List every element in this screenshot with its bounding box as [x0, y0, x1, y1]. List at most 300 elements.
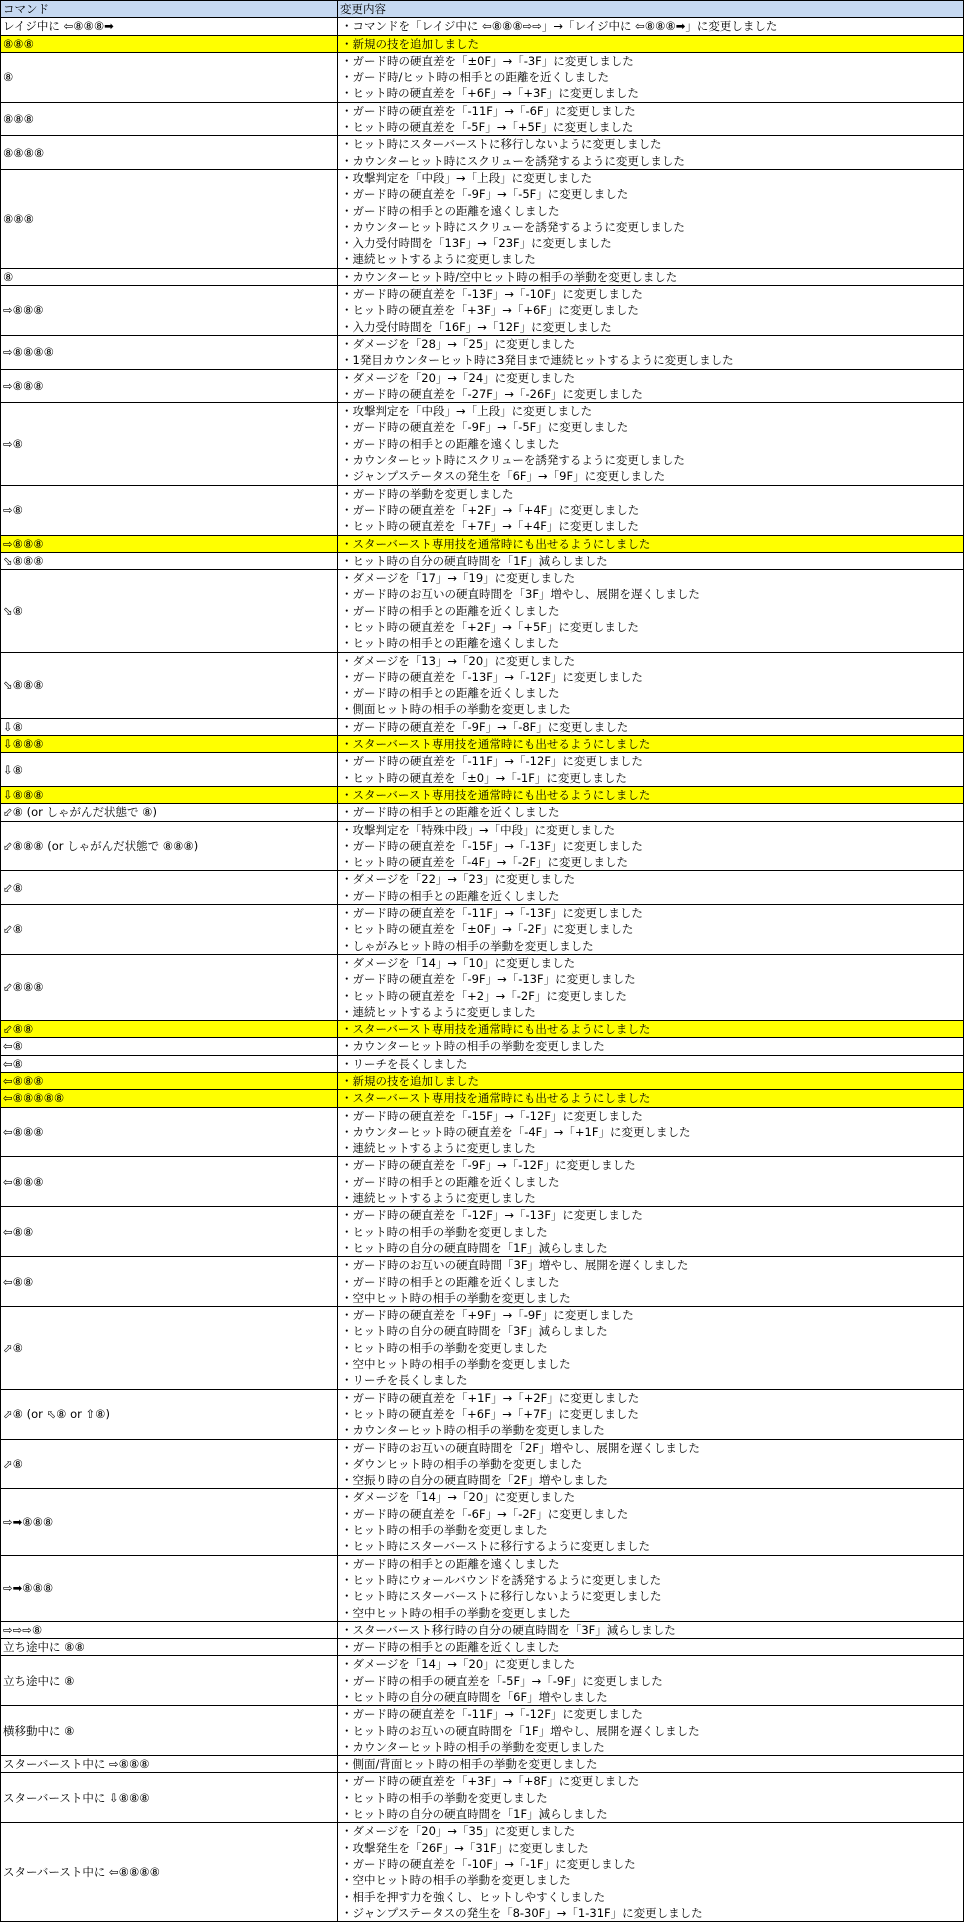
change-line: ・ダメージを「28」→「25」に変更しました: [341, 336, 576, 351]
command-cell[interactable]: [1, 136, 338, 170]
table-row: [1, 35, 964, 52]
table-row: [1, 1389, 964, 1439]
changes-cell[interactable]: [338, 52, 964, 102]
table-row: [1, 1207, 964, 1257]
command-cell[interactable]: [1, 905, 338, 955]
table-row: [1, 821, 964, 871]
table-row: [1, 335, 964, 369]
change-line: ・ガード時の相手との距離を近くしました: [341, 1274, 560, 1289]
change-line: ・ガード時の硬直差を「-9F」→「-5F」に変更しました: [341, 420, 629, 435]
command-cell[interactable]: [1, 1555, 338, 1621]
command-text: スターバースト中に ⇨⑧⑧⑧: [3, 1757, 150, 1772]
command-text: ⇨➡⑧⑧⑧: [3, 1514, 54, 1529]
change-line: ・ガード時の相手との距離を近くしました: [341, 603, 560, 618]
changes-cell[interactable]: [338, 1756, 964, 1773]
command-cell[interactable]: [1, 369, 338, 403]
command-text: ⬃⑧: [3, 880, 23, 895]
command-cell[interactable]: [1, 1307, 338, 1389]
change-line: ・ガード時の硬直差を「+1F」→「+2F」に変更しました: [341, 1390, 640, 1405]
change-line: ・空中ヒット時の相手の挙動を変更しました: [341, 1357, 571, 1372]
change-line: ・ジャンプステータスの発生を「6F」→「9F」に変更しました: [341, 469, 666, 484]
table-row: [1, 18, 964, 35]
command-text: ⬃⑧⑧⑧ (or しゃがんだ状態で ⑧⑧⑧): [3, 838, 199, 853]
change-line: ・ガード時の硬直差を「-9F」→「-5F」に変更しました: [341, 187, 629, 202]
table-row: [1, 102, 964, 136]
changes-cell[interactable]: [338, 1621, 964, 1638]
command-cell[interactable]: [1, 753, 338, 787]
table-row: [1, 1756, 964, 1773]
changes-cell[interactable]: [338, 1038, 964, 1055]
command-cell[interactable]: [1, 1207, 338, 1257]
change-line: ・側面/背面ヒット時の相手の挙動を変更しました: [341, 1757, 598, 1772]
change-line: ・カウンターヒット時の相手の挙動を変更しました: [341, 1039, 605, 1054]
table-row: [1, 652, 964, 718]
table-row: [1, 804, 964, 821]
change-line: ・ヒット時の相手との距離を遠くしました: [341, 636, 560, 651]
table-row: [1, 1621, 964, 1638]
change-line: ・ヒット時の硬直差を「+3F」→「+6F」に変更しました: [341, 303, 639, 318]
command-text: ⇨⑧⑧⑧: [3, 536, 44, 551]
changes-cell[interactable]: [338, 369, 964, 403]
table-row: [1, 1073, 964, 1090]
change-line: ・ガード時の相手との距離を遠くしました: [341, 436, 560, 451]
command-cell[interactable]: [1, 1038, 338, 1055]
command-cell[interactable]: [1, 169, 338, 268]
table-row: [1, 552, 964, 569]
change-line: ・ガード時の硬直差を「+3F」→「+8F」に変更しました: [341, 1774, 640, 1789]
change-line: ・ヒット時の硬直差を「-5F」→「+5F」に変更しました: [341, 120, 634, 135]
command-cell[interactable]: [1, 1389, 338, 1439]
change-line: ・相手を押す力を強くし、ヒットしやすくしました: [341, 1889, 606, 1904]
change-line: ・ダメージを「17」→「19」に変更しました: [341, 571, 576, 586]
change-line: ・ガード時の相手との距離を近くしました: [341, 888, 560, 903]
change-line: ・ガード時の相手との距離を近くしました: [341, 805, 560, 820]
change-line: ・スターバースト専用技を通常時にも出せるようにしました: [341, 787, 651, 802]
table-row: [1, 1823, 964, 1922]
change-line: ・空中ヒット時の相手の挙動を変更しました: [341, 1873, 571, 1888]
change-line: ・ガード時の相手との距離を遠くしました: [341, 1556, 560, 1571]
change-line: ・ヒット時の硬直差を「+2F」→「+5F」に変更しました: [341, 619, 639, 634]
table-row: [1, 1439, 964, 1489]
change-line: ・ガード時の相手の硬直差を「-5F」→「-9F」に変更しました: [341, 1673, 663, 1688]
command-text: ⇦⑧: [3, 1056, 23, 1071]
command-cell[interactable]: [1, 535, 338, 552]
command-cell[interactable]: [1, 1706, 338, 1756]
command-text: ⬃⑧⑧⑧: [3, 980, 44, 995]
change-line: ・ガード時のお互いの硬直時間「3F」増やし、展開を遅くしました: [341, 1258, 689, 1273]
change-line: ・ヒット時の硬直差を「±0F」→「-2F」に変更しました: [341, 922, 634, 937]
change-line: ・カウンターヒット時の硬直差を「-4F」→「+1F」に変更しました: [341, 1124, 691, 1139]
change-line: ・ガード時の硬直差を「-15F」→「-12F」に変更しました: [341, 1108, 643, 1123]
command-text: 立ち途中に ⑧: [3, 1673, 75, 1688]
command-text: ⑧⑧⑧: [3, 111, 34, 126]
changes-cell[interactable]: [338, 18, 964, 35]
command-text: ⬂⑧⑧⑧: [3, 678, 44, 693]
command-cell[interactable]: [1, 268, 338, 285]
changes-cell[interactable]: [338, 35, 964, 52]
command-text: ⇦⑧⑧⑧: [3, 1124, 44, 1139]
change-line: ・ガード時の相手との距離を近くしました: [341, 1640, 560, 1655]
change-line: ・連続ヒットするように変更しました: [341, 1004, 536, 1019]
change-line: ・ヒット時の自分の硬直時間を「1F」減らしました: [341, 553, 608, 568]
change-line: ・ガード時の硬直差を「-12F」→「-13F」に変更しました: [341, 1208, 643, 1223]
changes-cell[interactable]: [338, 1021, 964, 1038]
changes-cell[interactable]: [338, 652, 964, 718]
changes-cell[interactable]: [338, 1773, 964, 1823]
change-line: ・ヒット時の自分の硬直時間を「6F」増やしました: [341, 1689, 608, 1704]
command-cell[interactable]: [1, 1107, 338, 1157]
table-row: [1, 1157, 964, 1207]
change-line: ・ダメージを「13」→「20」に変更しました: [341, 653, 576, 668]
table-row: [1, 136, 964, 170]
change-line: ・入力受付時間を「16F」→「12F」に変更しました: [341, 319, 612, 334]
header-changes[interactable]: 変更内容: [338, 1, 964, 18]
change-line: ・ヒット時の硬直差を「-4F」→「-2F」に変更しました: [341, 855, 628, 870]
changes-cell[interactable]: [338, 1055, 964, 1072]
command-text: ⑧⑧⑧: [3, 36, 34, 51]
table-row: [1, 485, 964, 535]
changes-cell[interactable]: [338, 169, 964, 268]
change-line: ・ヒット時の硬直差を「+6F」→「+7F」に変更しました: [341, 1406, 639, 1421]
command-text: ⇦⑧⑧⑧: [3, 1074, 44, 1088]
change-line: ・しゃがみヒット時の相手の挙動を変更しました: [341, 938, 594, 953]
change-line: ・ガード時/ヒット時の相手との距離を近くしました: [341, 70, 610, 85]
change-line: ・ガード時の硬直差を「±0F」→「-3F」に変更しました: [341, 53, 634, 68]
table-row: [1, 1090, 964, 1107]
table-row: [1, 954, 964, 1020]
table-row: [1, 1639, 964, 1656]
command-text: ⇦⑧⑧⑧⑧⑧: [3, 1091, 65, 1106]
change-line: ・ガード時の硬直差を「-9F」→「-13F」に変更しました: [341, 972, 636, 987]
table-row: [1, 1307, 964, 1389]
table-row: [1, 718, 964, 735]
changes-cell[interactable]: [338, 1073, 964, 1090]
command-cell[interactable]: [1, 1773, 338, 1823]
change-line: ・ガード時のお互いの硬直時間を「2F」増やし、展開を遅くしました: [341, 1440, 700, 1455]
changes-cell[interactable]: [338, 905, 964, 955]
table-row: [1, 1055, 964, 1072]
table-row: [1, 570, 964, 652]
command-cell[interactable]: [1, 786, 338, 803]
command-cell[interactable]: [1, 1639, 338, 1656]
change-line: ・ガード時の相手との距離を近くしました: [341, 686, 560, 701]
change-line: ・ガード時の硬直差を「-10F」→「-1F」に変更しました: [341, 1856, 636, 1871]
changes-cell[interactable]: [338, 1257, 964, 1307]
header-command[interactable]: コマンド: [1, 1, 338, 18]
command-text: ⇩⑧: [3, 719, 23, 734]
command-cell[interactable]: [1, 1021, 338, 1038]
changes-cell[interactable]: [338, 1555, 964, 1621]
changes-cell[interactable]: [338, 1157, 964, 1207]
command-text: ⬃⑧⑧: [3, 1022, 34, 1037]
change-line: ・ガード時の硬直差を「-6F」→「-2F」に変更しました: [341, 1506, 629, 1521]
change-line: ・カウンターヒット時の相手の挙動を変更しました: [341, 1423, 605, 1438]
command-text: スターバースト中に ⇩⑧⑧⑧: [3, 1790, 150, 1805]
change-line: ・ダメージを「22」→「23」に変更しました: [341, 872, 576, 887]
command-text: ⬀⑧ (or ⬁⑧ or ⇧⑧): [3, 1406, 110, 1421]
table-body: [1, 18, 964, 1922]
command-text: ⑧⑧⑧: [3, 211, 34, 226]
command-text: ⇨⑧⑧⑧: [3, 378, 44, 393]
table-row: [1, 369, 964, 403]
change-line: ・ヒット時の硬直差を「+6F」→「+3F」に変更しました: [341, 86, 639, 101]
command-cell[interactable]: [1, 871, 338, 905]
changes-cell[interactable]: [338, 1656, 964, 1706]
change-line: ・側面ヒット時の相手の挙動を変更しました: [341, 702, 571, 717]
change-line: ・ガード時の硬直差を「-13F」→「-12F」に変更しました: [341, 669, 643, 684]
change-line: ・攻撃判定を「中段」→「上段」に変更しました: [341, 404, 593, 419]
change-line: ・連続ヒットするように変更しました: [341, 1141, 536, 1156]
command-text: スターバースト中に ⇦⑧⑧⑧⑧: [3, 1865, 160, 1880]
change-line: ・ヒット時の相手の挙動を変更しました: [341, 1340, 548, 1355]
command-text: ⇨➡⑧⑧⑧: [3, 1581, 54, 1596]
changes-cell[interactable]: [338, 1489, 964, 1555]
table-row: [1, 1656, 964, 1706]
changes-cell[interactable]: [338, 736, 964, 753]
change-line: ・ヒット時の硬直差を「±0」→「-1F」に変更しました: [341, 770, 627, 785]
table-row: [1, 1555, 964, 1621]
change-line: ・ヒット時にスターバーストに移行しないように変更しました: [341, 137, 662, 152]
change-line: ・新規の技を追加しました: [341, 36, 479, 51]
changes-cell[interactable]: [338, 136, 964, 170]
change-line: ・コマンドを「レイジ中に ⇦⑧⑧⑧⇨⇨」→「レイジ中に ⇦⑧⑧⑧➡」に変更しました: [341, 19, 778, 34]
command-text: 立ち途中に ⑧⑧: [3, 1640, 85, 1655]
change-line: ・空振り時の自分の硬直時間を「2F」増やしました: [341, 1473, 608, 1488]
command-cell[interactable]: [1, 804, 338, 821]
changes-cell[interactable]: [338, 1439, 964, 1489]
changes-cell[interactable]: [338, 954, 964, 1020]
command-cell[interactable]: [1, 570, 338, 652]
change-line: ・ガード時の硬直差を「-11F」→「-6F」に変更しました: [341, 103, 636, 118]
change-line: ・ガード時の硬直差を「-11F」→「-12F」に変更しました: [341, 754, 643, 769]
table-row: [1, 1021, 964, 1038]
command-text: ⇦⑧⑧: [3, 1274, 34, 1289]
command-cell[interactable]: [1, 1055, 338, 1072]
changes-cell[interactable]: [338, 535, 964, 552]
table-row: [1, 268, 964, 285]
changes-cell[interactable]: [338, 871, 964, 905]
change-line: ・リーチを長くしました: [341, 1373, 468, 1388]
changes-cell[interactable]: [338, 268, 964, 285]
change-line: ・スターバースト専用技を通常時にも出せるようにしました: [341, 1091, 651, 1106]
table-row: [1, 1489, 964, 1555]
command-text: ⇨⇨⇨⑧: [3, 1622, 43, 1637]
command-cell[interactable]: [1, 954, 338, 1020]
change-line: ・ダメージを「20」→「35」に変更しました: [341, 1824, 576, 1839]
command-cell[interactable]: [1, 1257, 338, 1307]
change-line: ・ガード時の硬直差を「-9F」→「-8F」に変更しました: [341, 719, 629, 734]
command-cell[interactable]: [1, 403, 338, 485]
command-cell[interactable]: [1, 1756, 338, 1773]
command-cell[interactable]: [1, 736, 338, 753]
change-line: ・攻撃判定を「中段」→「上段」に変更しました: [341, 170, 593, 185]
changes-cell[interactable]: [338, 286, 964, 336]
command-text: ⇦⑧⑧: [3, 1224, 34, 1239]
command-cell[interactable]: [1, 1073, 338, 1090]
command-cell[interactable]: [1, 1157, 338, 1207]
change-line: ・カウンターヒット時にスクリューを誘発するように変更しました: [341, 453, 685, 468]
change-line: ・スターバースト専用技を通常時にも出せるようにしました: [341, 1022, 651, 1037]
command-cell[interactable]: [1, 485, 338, 535]
change-line: ・ガード時の硬直差を「+2F」→「+4F」に変更しました: [341, 502, 640, 517]
change-line: ・カウンターヒット時の相手の挙動を変更しました: [341, 1739, 605, 1754]
changes-cell[interactable]: [338, 1389, 964, 1439]
command-cell[interactable]: [1, 1656, 338, 1706]
changes-cell[interactable]: [338, 1307, 964, 1389]
change-line: ・スターバースト専用技を通常時にも出せるようにしました: [341, 536, 651, 551]
command-text: ⇨⑧⑧⑧⑧: [3, 345, 54, 360]
command-cell[interactable]: [1, 652, 338, 718]
change-line: ・ガード時の挙動を変更しました: [341, 486, 514, 501]
change-line: ・ジャンプステータスの発生を「8-30F」→「1-31F」に変更しました: [341, 1905, 703, 1920]
table-row: [1, 403, 964, 485]
change-line: ・ヒット時の自分の硬直時間を「3F」減らしました: [341, 1324, 608, 1339]
changes-cell[interactable]: [338, 335, 964, 369]
change-line: ・ガード時の硬直差を「-11F」→「-12F」に変更しました: [341, 1707, 643, 1722]
change-line: ・ダメージを「14」→「10」に変更しました: [341, 955, 576, 970]
table-row: [1, 52, 964, 102]
change-line: ・攻撃発生を「26F」→「31F」に変更しました: [341, 1840, 589, 1855]
table-row: [1, 1038, 964, 1055]
change-line: ・ヒット時にスターバーストに移行しないように変更しました: [341, 1589, 662, 1604]
command-cell[interactable]: [1, 1621, 338, 1638]
command-cell[interactable]: [1, 18, 338, 35]
command-text: ⑧⑧⑧⑧: [3, 145, 45, 160]
changes-cell[interactable]: [338, 804, 964, 821]
table-row: [1, 1706, 964, 1756]
changes-cell[interactable]: [338, 570, 964, 652]
command-text: ⇦⑧: [3, 1039, 23, 1054]
change-line: ・ガード時の硬直差を「-15F」→「-13F」に変更しました: [341, 838, 643, 853]
change-line: ・ガード時の硬直差を「-27F」→「-26F」に変更しました: [341, 386, 643, 401]
command-text: 横移動中に ⑧: [3, 1723, 75, 1738]
changes-cell[interactable]: [338, 403, 964, 485]
change-line: ・ガード時の相手との距離を近くしました: [341, 1174, 560, 1189]
changes-cell[interactable]: [338, 1823, 964, 1922]
change-line: ・空中ヒット時の相手の挙動を変更しました: [341, 1290, 571, 1305]
change-line: ・ダメージを「20」→「24」に変更しました: [341, 370, 576, 385]
command-text: ⇦⑧⑧⑧: [3, 1174, 44, 1189]
change-line: ・ヒット時の相手の挙動を変更しました: [341, 1224, 548, 1239]
change-line: ・ガード時の硬直差を「-9F」→「-12F」に変更しました: [341, 1158, 636, 1173]
header-row: [1, 1, 964, 18]
command-text: ⬃⑧: [3, 922, 23, 937]
change-line: ・カウンターヒット時にスクリューを誘発するように変更しました: [341, 153, 685, 168]
command-cell[interactable]: [1, 286, 338, 336]
changes-cell[interactable]: [338, 821, 964, 871]
change-line: ・ヒット時にスターバーストに移行するように変更しました: [341, 1539, 651, 1554]
command-text: レイジ中に ⇦⑧⑧⑧➡: [3, 19, 114, 34]
changes-cell[interactable]: [338, 485, 964, 535]
table-row: [1, 286, 964, 336]
table-row: [1, 871, 964, 905]
command-cell[interactable]: [1, 52, 338, 102]
change-line: ・カウンターヒット時/空中ヒット時の相手の挙動を変更しました: [341, 269, 678, 284]
command-cell[interactable]: [1, 102, 338, 136]
change-line: ・ヒット時の自分の硬直時間を「1F」減らしました: [341, 1240, 608, 1255]
changes-cell[interactable]: [338, 1090, 964, 1107]
table-row: [1, 169, 964, 268]
table-row: [1, 753, 964, 787]
change-line: ・新規の技を追加しました: [341, 1074, 479, 1088]
command-text: ⇨⑧⑧⑧: [3, 303, 44, 318]
command-cell[interactable]: [1, 1489, 338, 1555]
table-row: [1, 1257, 964, 1307]
command-cell[interactable]: [1, 552, 338, 569]
table-row: [1, 905, 964, 955]
command-text: ⑧: [3, 269, 14, 284]
change-line: ・1発目カウンターヒット時に3発目まで連続ヒットするように変更しました: [341, 353, 734, 368]
change-line: ・スターバースト専用技を通常時にも出せるようにしました: [341, 737, 651, 752]
command-text: ⬃⑧ (or しゃがんだ状態で ⑧): [3, 805, 157, 820]
change-line: ・リーチを長くしました: [341, 1056, 468, 1071]
command-cell[interactable]: [1, 35, 338, 52]
change-line: ・連続ヒットするように変更しました: [341, 1191, 536, 1206]
changes-cell[interactable]: [338, 102, 964, 136]
change-line: ・ヒット時の相手の挙動を変更しました: [341, 1523, 548, 1538]
changes-cell[interactable]: [338, 1107, 964, 1157]
command-cell[interactable]: [1, 1090, 338, 1107]
changes-cell[interactable]: [338, 1207, 964, 1257]
table-row: [1, 1773, 964, 1823]
changes-cell[interactable]: [338, 552, 964, 569]
command-cell[interactable]: [1, 1439, 338, 1489]
command-text: ⇩⑧: [3, 762, 23, 777]
changes-cell[interactable]: [338, 1706, 964, 1756]
change-line: ・ガード時の硬直差を「-13F」→「-10F」に変更しました: [341, 287, 643, 302]
command-text: ⇩⑧⑧⑧: [3, 737, 44, 752]
command-text: ⬀⑧: [3, 1340, 23, 1355]
command-text: ⬂⑧: [3, 603, 23, 618]
change-line: ・ガード時の相手との距離を遠くしました: [341, 203, 560, 218]
command-cell[interactable]: [1, 1823, 338, 1922]
change-line: ・連続ヒットするように変更しました: [341, 252, 536, 267]
command-text: ⇩⑧⑧⑧: [3, 787, 44, 802]
change-line: ・カウンターヒット時にスクリューを誘発するように変更しました: [341, 219, 685, 234]
command-cell[interactable]: [1, 718, 338, 735]
command-text: ⇨⑧: [3, 502, 23, 517]
table-row: [1, 786, 964, 803]
change-line: ・ガード時の硬直差を「+9F」→「-9F」に変更しました: [341, 1308, 634, 1323]
command-text: ⇨⑧: [3, 436, 23, 451]
changes-cell[interactable]: [338, 786, 964, 803]
change-line: ・攻撃判定を「特殊中段」→「中段」に変更しました: [341, 822, 616, 837]
change-line: ・スターバースト移行時の自分の硬直時間を「3F」減らしました: [341, 1622, 676, 1637]
changes-cell[interactable]: [338, 1639, 964, 1656]
change-line: ・ヒット時のお互いの硬直時間を「1F」増やし、展開を遅くしました: [341, 1723, 700, 1738]
change-line: ・ヒット時の硬直差を「+2」→「-2F」に変更しました: [341, 988, 627, 1003]
table-row: [1, 736, 964, 753]
change-line: ・ヒット時にウォールバウンドを誘発するように変更しました: [341, 1572, 662, 1587]
change-line: ・ヒット時の相手の挙動を変更しました: [341, 1790, 548, 1805]
command-text: ⑧: [3, 70, 14, 85]
change-line: ・入力受付時間を「13F」→「23F」に変更しました: [341, 236, 612, 251]
change-line: ・空中ヒット時の相手の挙動を変更しました: [341, 1605, 571, 1620]
table-row: [1, 535, 964, 552]
changes-cell[interactable]: [338, 753, 964, 787]
table-row: [1, 1107, 964, 1157]
change-line: ・ヒット時の硬直差を「+7F」→「+4F」に変更しました: [341, 519, 639, 534]
command-text: ⬀⑧: [3, 1456, 23, 1471]
change-line: ・ガード時の硬直差を「-11F」→「-13F」に変更しました: [341, 906, 643, 921]
command-cell[interactable]: [1, 821, 338, 871]
changes-cell[interactable]: [338, 718, 964, 735]
change-line: ・ダメージを「14」→「20」に変更しました: [341, 1490, 576, 1505]
change-line: ・ヒット時の自分の硬直時間を「1F」減らしました: [341, 1807, 608, 1822]
command-cell[interactable]: [1, 335, 338, 369]
change-line: ・ダメージを「14」→「20」に変更しました: [341, 1657, 576, 1672]
command-text: ⬂⑧⑧⑧: [3, 553, 44, 568]
